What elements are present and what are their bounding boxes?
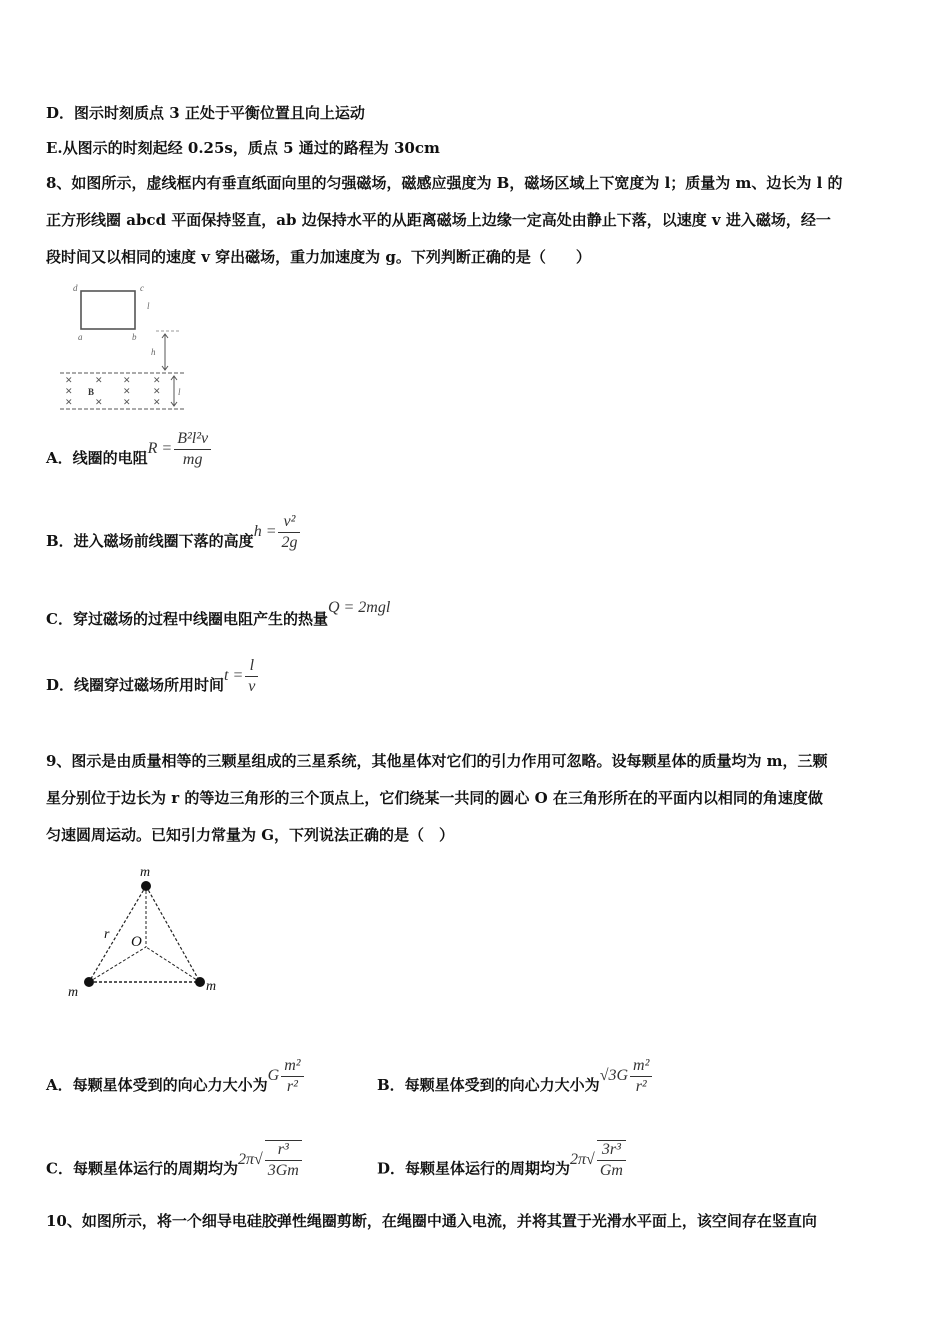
q9-stem-line3: 匀速圆周运动。已知引力常量为 G，下列说法正确的是（ ） (46, 826, 455, 844)
q9-option-a-text: A．每颗星体受到的向心力大小为 (46, 1076, 268, 1095)
svg-text:✕: ✕ (123, 375, 131, 385)
label-l-top: l (147, 301, 150, 311)
q9-option-c[interactable] (46, 1141, 302, 1190)
q8-option-b-formula: h = $\frac{\text{v²}}{2g}$ (254, 523, 301, 540)
q9-option-b-formula: √3G $\frac{\text{m²}}{\text{r²}}$ (600, 1067, 653, 1084)
q8-option-c[interactable] (46, 599, 391, 629)
q8-option-b-text: B．进入磁场前线圈下落的高度 (46, 532, 254, 551)
q8-stem-line1: 8、如图所示，虚线框内有垂直纸面向里的匀强磁场，磁感应强度为 B，磁场区域上下宽度为 l；质量为 m、边长为 l 的 (46, 174, 843, 192)
coil-square (81, 291, 135, 329)
svg-text:✕: ✕ (123, 397, 131, 407)
label-c: c (140, 283, 144, 293)
star-top (141, 881, 151, 891)
q8-option-b[interactable] (46, 513, 300, 562)
field-crosses (65, 375, 161, 407)
svg-text:✕: ✕ (65, 386, 73, 396)
q9-option-a-formula: G $\frac{\text{m²}}{\text{r²}}$ (268, 1067, 304, 1084)
q9-stem-line1: 9、图示是由质量相等的三颗星组成的三星系统，其他星体对它们的引力作用可忽略。设每颗星体的质量均为 m，三颗 (46, 752, 828, 770)
q8-option-c-formula: Q = 2mgl (327, 599, 391, 616)
label-B: B (88, 387, 95, 397)
label-d: d (73, 283, 78, 293)
star-left (84, 977, 94, 987)
q8-option-d-formula: t = $\frac{l}{v}$ (224, 667, 258, 684)
q8-stem-line2: 正方形线圈 abcd 平面保持竖直，ab 边保持水平的从距离磁场上边缘一定高处由静止下落，以速度 v 进入磁场，经一 (46, 211, 831, 229)
q8-option-d[interactable] (46, 657, 258, 706)
svg-text:✕: ✕ (65, 397, 73, 407)
q10-stem-line1: 10、如图所示，将一个细导电硅胶弹性绳圈剪断，在绳圈中通入电流，并将其置于光滑水平面上，该空间存在竖直向 (46, 1212, 817, 1230)
prev-option-d: D．图示时刻质点 3 正处于平衡位置且向上运动 (46, 104, 365, 122)
svg-text:✕: ✕ (95, 375, 103, 385)
label-O: O (131, 934, 142, 950)
label-a: a (78, 332, 83, 342)
q9-option-a[interactable] (46, 1057, 304, 1106)
star-right (195, 977, 205, 987)
q8-figure (58, 282, 188, 414)
q9-stem-line2: 星分别位于边长为 r 的等边三角形的三个顶点上，它们绕某一共同的圆心 O 在三角形所在的平面内以相同的角速度做 (46, 789, 823, 807)
q9-option-d-formula: 2π√ $\frac{\text{3r³}}{Gm}$ (570, 1151, 626, 1168)
svg-text:✕: ✕ (153, 397, 161, 407)
label-m-left: m (68, 985, 79, 1000)
label-r: r (104, 927, 110, 942)
q8-option-c-text: C．穿过磁场的过程中线圈电阻产生的热量 (46, 610, 328, 628)
q9-option-b[interactable] (377, 1057, 652, 1106)
q9-option-d[interactable] (377, 1141, 626, 1190)
label-l-bottom: l (178, 387, 181, 397)
q9-figure (62, 862, 232, 1002)
q9-option-b-text: B．每颗星体受到的向心力大小为 (377, 1076, 600, 1095)
q8-option-a-text: A．线圈的电阻 (46, 449, 148, 468)
svg-text:✕: ✕ (95, 397, 103, 407)
q9-option-d-text: D．每颗星体运行的周期均为 (377, 1159, 571, 1178)
q8-option-a[interactable] (46, 430, 211, 479)
svg-text:✕: ✕ (153, 386, 161, 396)
label-h: h (151, 347, 156, 357)
svg-text:✕: ✕ (65, 375, 73, 385)
q8-option-d-text: D．线圈穿过磁场所用时间 (46, 676, 225, 695)
label-m-right: m (206, 979, 217, 994)
prev-option-e: E.从图示的时刻起经 0.25s，质点 5 通过的路程为 30cm (46, 139, 440, 157)
svg-text:✕: ✕ (153, 375, 161, 385)
svg-text:✕: ✕ (123, 386, 131, 396)
q8-stem-line3: 段时间又以相同的速度 v 穿出磁场，重力加速度为 g。下列判断正确的是（ ） (46, 248, 591, 266)
q9-option-c-formula: 2π√ $\frac{\text{r³}}{3Gm}$ (238, 1151, 302, 1168)
q8-option-a-formula: R = $\frac{\text{B²l²v}}{mg}$ (148, 440, 212, 457)
label-m-top: m (140, 865, 151, 880)
q9-option-c-text: C．每颗星体运行的周期均为 (46, 1159, 238, 1178)
label-b: b (132, 332, 137, 342)
